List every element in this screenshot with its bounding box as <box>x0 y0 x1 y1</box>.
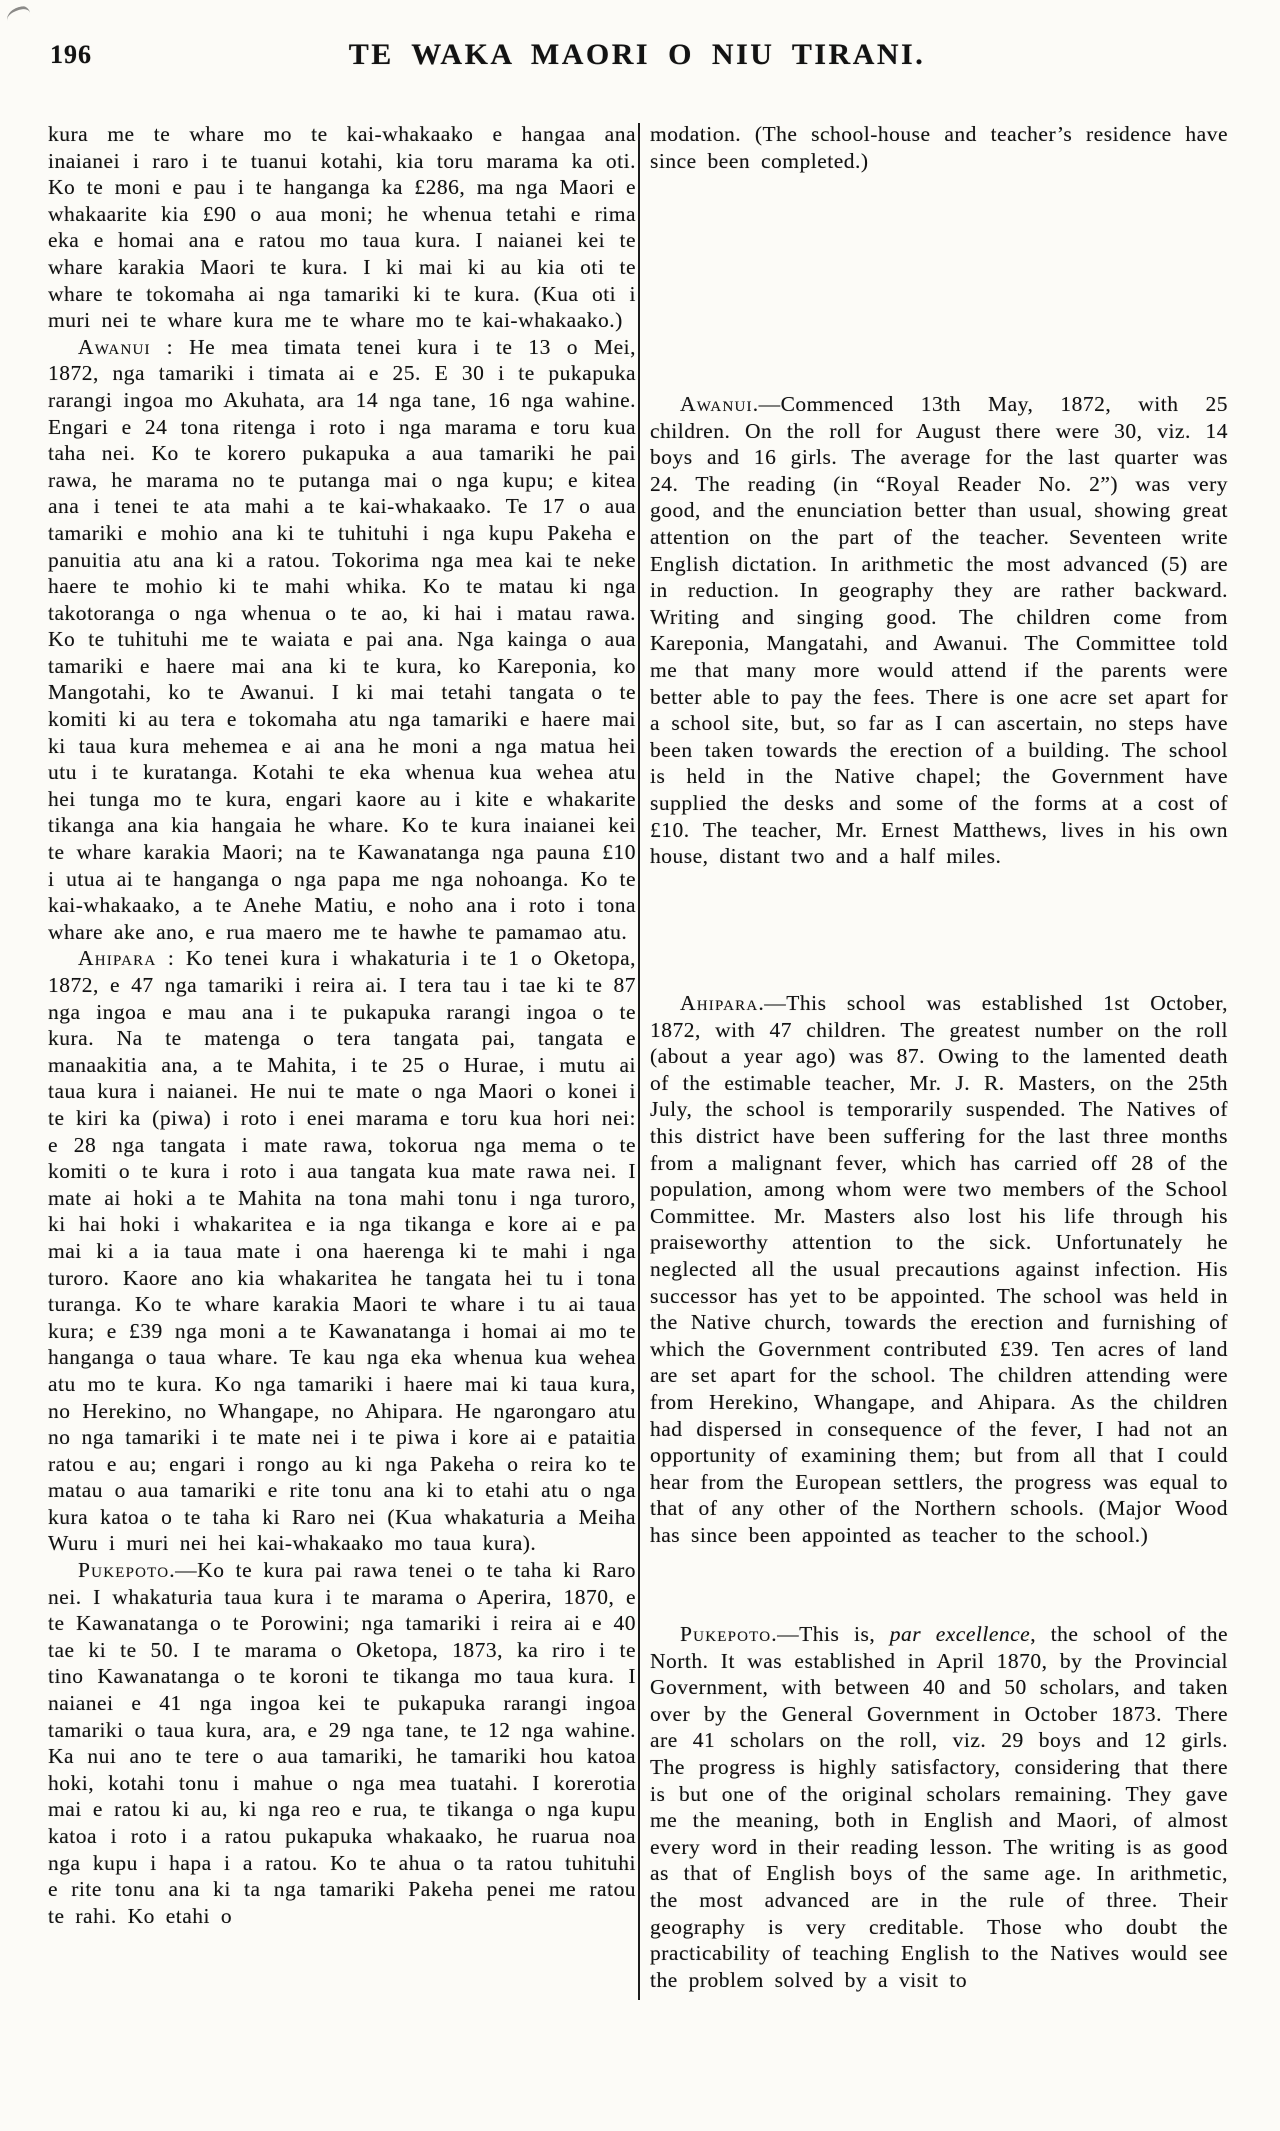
scan-artifact <box>5 5 31 21</box>
paragraph-english-ahipara <box>650 990 1228 1548</box>
paragraph-maori-pukepoto <box>48 1557 636 1929</box>
paragraph-maori-ahipara <box>48 945 636 1557</box>
paragraph-text: , the school of the North. It was established in April 1870, by the Provincial Government, with between 40 and 50 scholars, and taken over by the General Government in October 1873. There are 41 scholars on the roll, viz. 29 boys and 12 girls. The progress is highly satisfactory, considering that there is but one of the original scholars remaining. They gave me the meaning, both in English and Maori, of almost every word in their reading lesson. The writing is as good as that of English boys of the same age. In arithmetic, the most advanced are in the rule of three. Their geography is very creditable. Those who doubt the practicability of teaching English to the Natives would see the problem solved by a visit to <box>650 1622 1228 1992</box>
heading-separator: : <box>150 334 190 359</box>
paragraph-italic-phrase: par excellence <box>889 1622 1031 1646</box>
page-title: TE WAKA MAORI O NIU TIRANI. <box>348 38 926 71</box>
page-header <box>48 38 1226 86</box>
paragraph-maori-continuation <box>48 121 636 334</box>
heading-separator: .— <box>758 991 787 1015</box>
paragraph-english-continuation <box>650 121 1228 174</box>
column-maori <box>48 121 636 1929</box>
paragraph-maori-awanui <box>48 334 636 946</box>
section-heading-awanui: Awanui <box>78 334 151 359</box>
paragraph-lead-text: This is, <box>799 1622 890 1646</box>
paragraph-text: Commenced 13th May, 1872, with 25 children. On the roll for August there were 30, viz. 14 boys and 16 girls. The average for the last quarter was 24. The reading (in “Royal Reader No. 2”) was very good, and the enunciation better than usual, showing great attention on the part of the teacher. Seventeen write English dictation. In arithmetic the most advanced (5) are in reduction. In geography they are rather backward. Writing and singing good. The children come from Kareponia, Mangatahi, and Awanui. The Committee told me that many more would attend if the parents were better able to pay the fees. There is one acre set apart for a school site, but, so far as I can ascertain, no steps have been taken towards the erection of a building. The school is held in the Native chapel; the Government have supplied the desks and some of the forms at a cost of £10. The teacher, Mr. Ernest Matthews, lives in his own house, distant two and a half miles. <box>650 392 1228 869</box>
paragraph-text: kura me te whare mo te kai-whakaako e hangaa ana inaianei i raro i te tuanui kotahi, kia toru marama ka oti. Ko te moni e pau i te hanganga ka £286, ma nga Maori e whakaarite kia £90 o aua moni; he whenua tetahi e rima eka e homai ana e ratou mo taua kura. I naianei kei te whare karakia Maori te kura. I ki mai ki au kia oti te whare te tokomaha ai nga tamariki ki te kura. (Kua oti i muri nei te whare kura me te whare mo te kai-whakaako.) <box>48 122 636 333</box>
paragraph-text: This school was established 1st October, 1872, with 47 children. The greatest number on the roll (about a year ago) was 87. Owing to the lamented death of the estimable teacher, Mr. J. R. Masters, on the 25th July, the school is temporarily suspended. The Natives of this district have been suffering for the last three months from a malignant fever, which has carried off 28 of the population, among whom were two members of the School Committee. Mr. Masters also lost his life through his praiseworthy attention to the sick. Unfortunately he neglected all the usual precautions against infection. His successor has yet to be appointed. The school was held in the Native church, towards the erection and furnishing of which the Government contributed £39. Ten acres of land are set apart for the school. The children attending were from Herekino, Whangape, and Ahipara. As the children had dispersed in consequence of the fever, I had not an opportunity of examining them; but from all that I could hear from the European settlers, the progress was equal to that of any other of the Northern schools. (Major Wood has since been appointed as teacher to the school.) <box>650 991 1228 1547</box>
paragraph-text: He mea timata tenei kura i te 13 o Mei, 1872, nga tamariki i timata ai e 25. E 30 i te pukapuka rarangi ingoa mo Akuhata, ara 14 nga tane, 16 nga wahine. Engari e 24 tona ritenga i roto i nga marama e toru kua taha nei. Ko te korero pukapuka a aua tamariki he pai rawa, he marama no te putanga mai o nga kupu; e kitea ana i tenei te ata mahi a te kai-whakaako. Te 17 o aua tamariki e mohio ana ki te tuhituhi i nga kupu Pakeha e panuitia atu ana ki a ratou. Tokorima nga mea kai te neke haere te mohio ki te mahi whika. Ko te matau ki nga takotoranga o nga whenua o te ao, ki hai i matau rawa. Ko te tuhituhi me te waiata e pai ana. Nga kainga o aua tamariki e haere mai ana ki te kura, ko Kareponia, ko Mangotahi, ko te Awanui. I ki mai tetahi tangata o te komiti ki au tera e tokomaha atu nga tamariki e haere mai ki taua kura mehemea e ai ana he moni a nga matua hei utu i te kuratanga. Kotahi te eka whenua kua wehea atu hei tunga mo te kura, engari kaore au i kite e whakarite tikanga ana kia hangaia he whare. Ko te kura inaianei kei te whare karakia Maori; na te Kawanatanga nga pauna £10 i utua ai te hanganga o nga papa me nga nohoanga. Ko te kai-whakaako, a te Anehe Matiu, e noho ana i roto i tona whare ake ano, e rua maero me te hawhe te pamamao atu. <box>48 334 636 944</box>
section-heading-pukepoto: Pukepoto <box>680 1622 772 1646</box>
page-body <box>48 121 1226 2066</box>
paragraph-english-pukepoto <box>650 1621 1228 1993</box>
column-divider-rule <box>638 123 640 2000</box>
heading-separator: : <box>156 946 186 971</box>
paragraph-text: Ko tenei kura i whakaturia i te 1 o Oketopa, 1872, e 47 nga tamariki i reira ai. I tera tau i tae ki te 87 nga ingoa e mau ana i te pukapuka rarangi ingoa o te kura. Na te matenga o tera tangata pai, tangata e manaakitia ana, a te Mahita, i te 25 o Hurae, i mutu ai taua kura i naianei. He nui te mate o nga Maori o konei i te kiri ka (piwa) i roto i enei marama e toru kua hori nei: e 28 nga tangata i mate rawa, tokorua nga mema o te komiti o te kura i roto i aua tangata kua mate rawa nei. I mate ai hoki a te Mahita na tona mahi tonu i nga turoro, ki hai hoki i whakaritea e ia nga tikanga e kore ai e pa mai ki a ia taua mate i ona haerenga ki te mahi i nga turoro. Kaore ano kia whakaritea he tangata hei tu i tona turanga. Ko te whare karakia Maori te whare i tu ai taua kura; e £39 nga moni a te Kawanatanga i homai ai mo te hanganga o taua whare. Te kau nga eka whenua kua wehea atu mo te kura. Ko nga tamariki i haere mai ki taua kura, no Herekino, no Whangape, no Ahipara. He ngarongaro atu no nga tamariki i te mate nei i te piwa i kore ai e pataitia ratou e au; engari i rongo au ki nga Pakeha o reira ko te matau o aua tamariki e rite tonu ana ki to etahi atu o nga kura katoa o te taha ki Raro nei (Kua whakaturia a Meiha Wuru i muri nei hei kai-whakaako mo taua kura). <box>48 946 636 1556</box>
page-number: 196 <box>50 40 92 69</box>
section-heading-ahipara: Ahipara <box>680 991 759 1015</box>
section-heading-pukepoto: Pukepoto <box>78 1558 170 1583</box>
paragraph-text: modation. (The school-house and teacher’s residence have since been completed.) <box>650 122 1228 173</box>
column-english <box>650 121 1228 2066</box>
heading-separator: .— <box>169 1558 198 1583</box>
paragraph-text: Ko te kura pai rawa tenei o te taha ki Raro nei. I whakaturia taua kura i te marama o Aperira, 1870, e te Kawanatanga o te Porowini; nga tamariki i reira ai e 40 tae ki te 50. I te marama o Oketopa, 1873, ka riro i te tino Kawanatanga o te koroni te tikanga mo taua kura. I naianei e 41 nga ingoa kei te pukapuka rarangi ingoa tamariki o taua kura, ara, e 29 nga tane, te 12 nga wahine. Ka nui ano te tere o aua tamariki, he tamariki hou katoa hoki, kotahi tonu i mahue o nga mea tuatahi. I korerotia mai e ratou ki au, ki nga reo e rua, te tikanga o nga kupu katoa i roto i a ratou pukapuka whakaako, he ruarua noa nga kupu i hapa i a ratou. Ko te ahua o ta ratou tuhituhi e rite tonu ana ki ta nga tamariki Pakeha penei me ratou te rahi. Ko etahi o <box>48 1558 636 1928</box>
section-heading-ahipara: Ahipara <box>78 946 157 971</box>
heading-separator: .— <box>771 1622 800 1646</box>
section-heading-awanui: Awanui <box>680 392 753 416</box>
heading-separator: .— <box>752 392 781 416</box>
paragraph-english-awanui <box>650 391 1228 870</box>
